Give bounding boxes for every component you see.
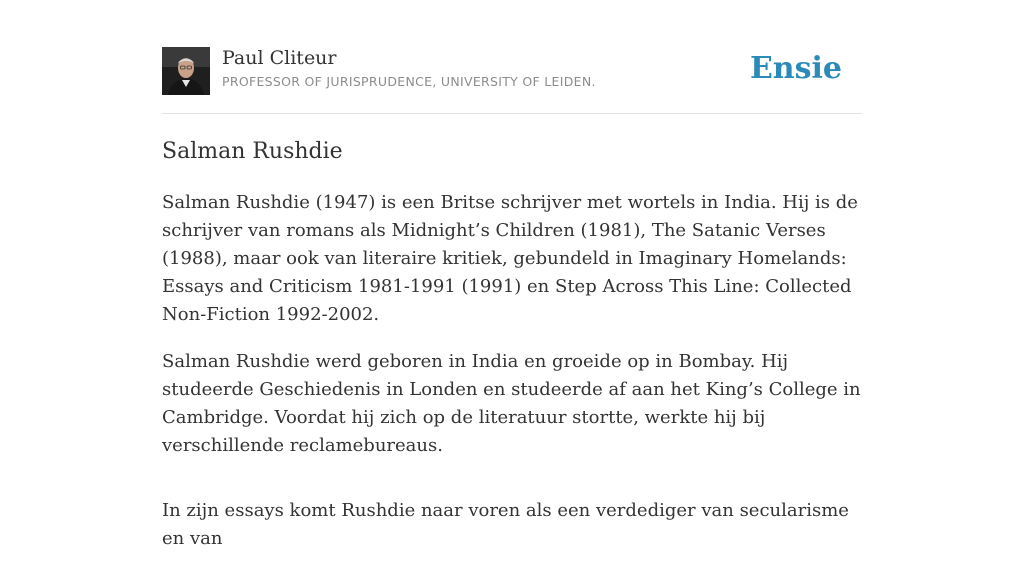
article-body: [162, 189, 862, 572]
author-portrait-icon: [162, 47, 210, 95]
article-paragraph: Salman Rushdie werd geboren in India en groeide op in Bombay. Hij studeerde Geschiedenis in Londen en studeerde af aan het King’s College in Cambridge. Voordat hij zich op de literatuur stortte, werkte hij bij verschillende reclamebureaus.: [162, 351, 861, 456]
article-paragraph: Salman Rushdie (1947) is een Britse schrijver met wortels in India. Hij is de schrijver van romans als Midnight’s Children (1981), The Satanic Verses (1988), maar ook van literaire kritiek, gebundeld in Imaginary Homelands: Essays and Criticism 1981-1991 (1991) en Step Across This Line: Collected Non-Fiction 1992-2002.: [162, 192, 858, 325]
article-container: [162, 0, 862, 549]
article-paragraph: In zijn essays komt Rushdie naar voren als een verdediger van secularisme en van: [162, 500, 849, 549]
author-avatar[interactable]: [162, 47, 210, 95]
brand-logo[interactable]: Ensie: [749, 51, 842, 86]
author-title: PROFESSOR OF JURISPRUDENCE, UNIVERSITY OF LEIDEN.: [222, 74, 596, 89]
article-title: Salman Rushdie: [162, 139, 343, 164]
author-header: [162, 0, 862, 114]
author-name[interactable]: Paul Cliteur: [222, 47, 337, 69]
